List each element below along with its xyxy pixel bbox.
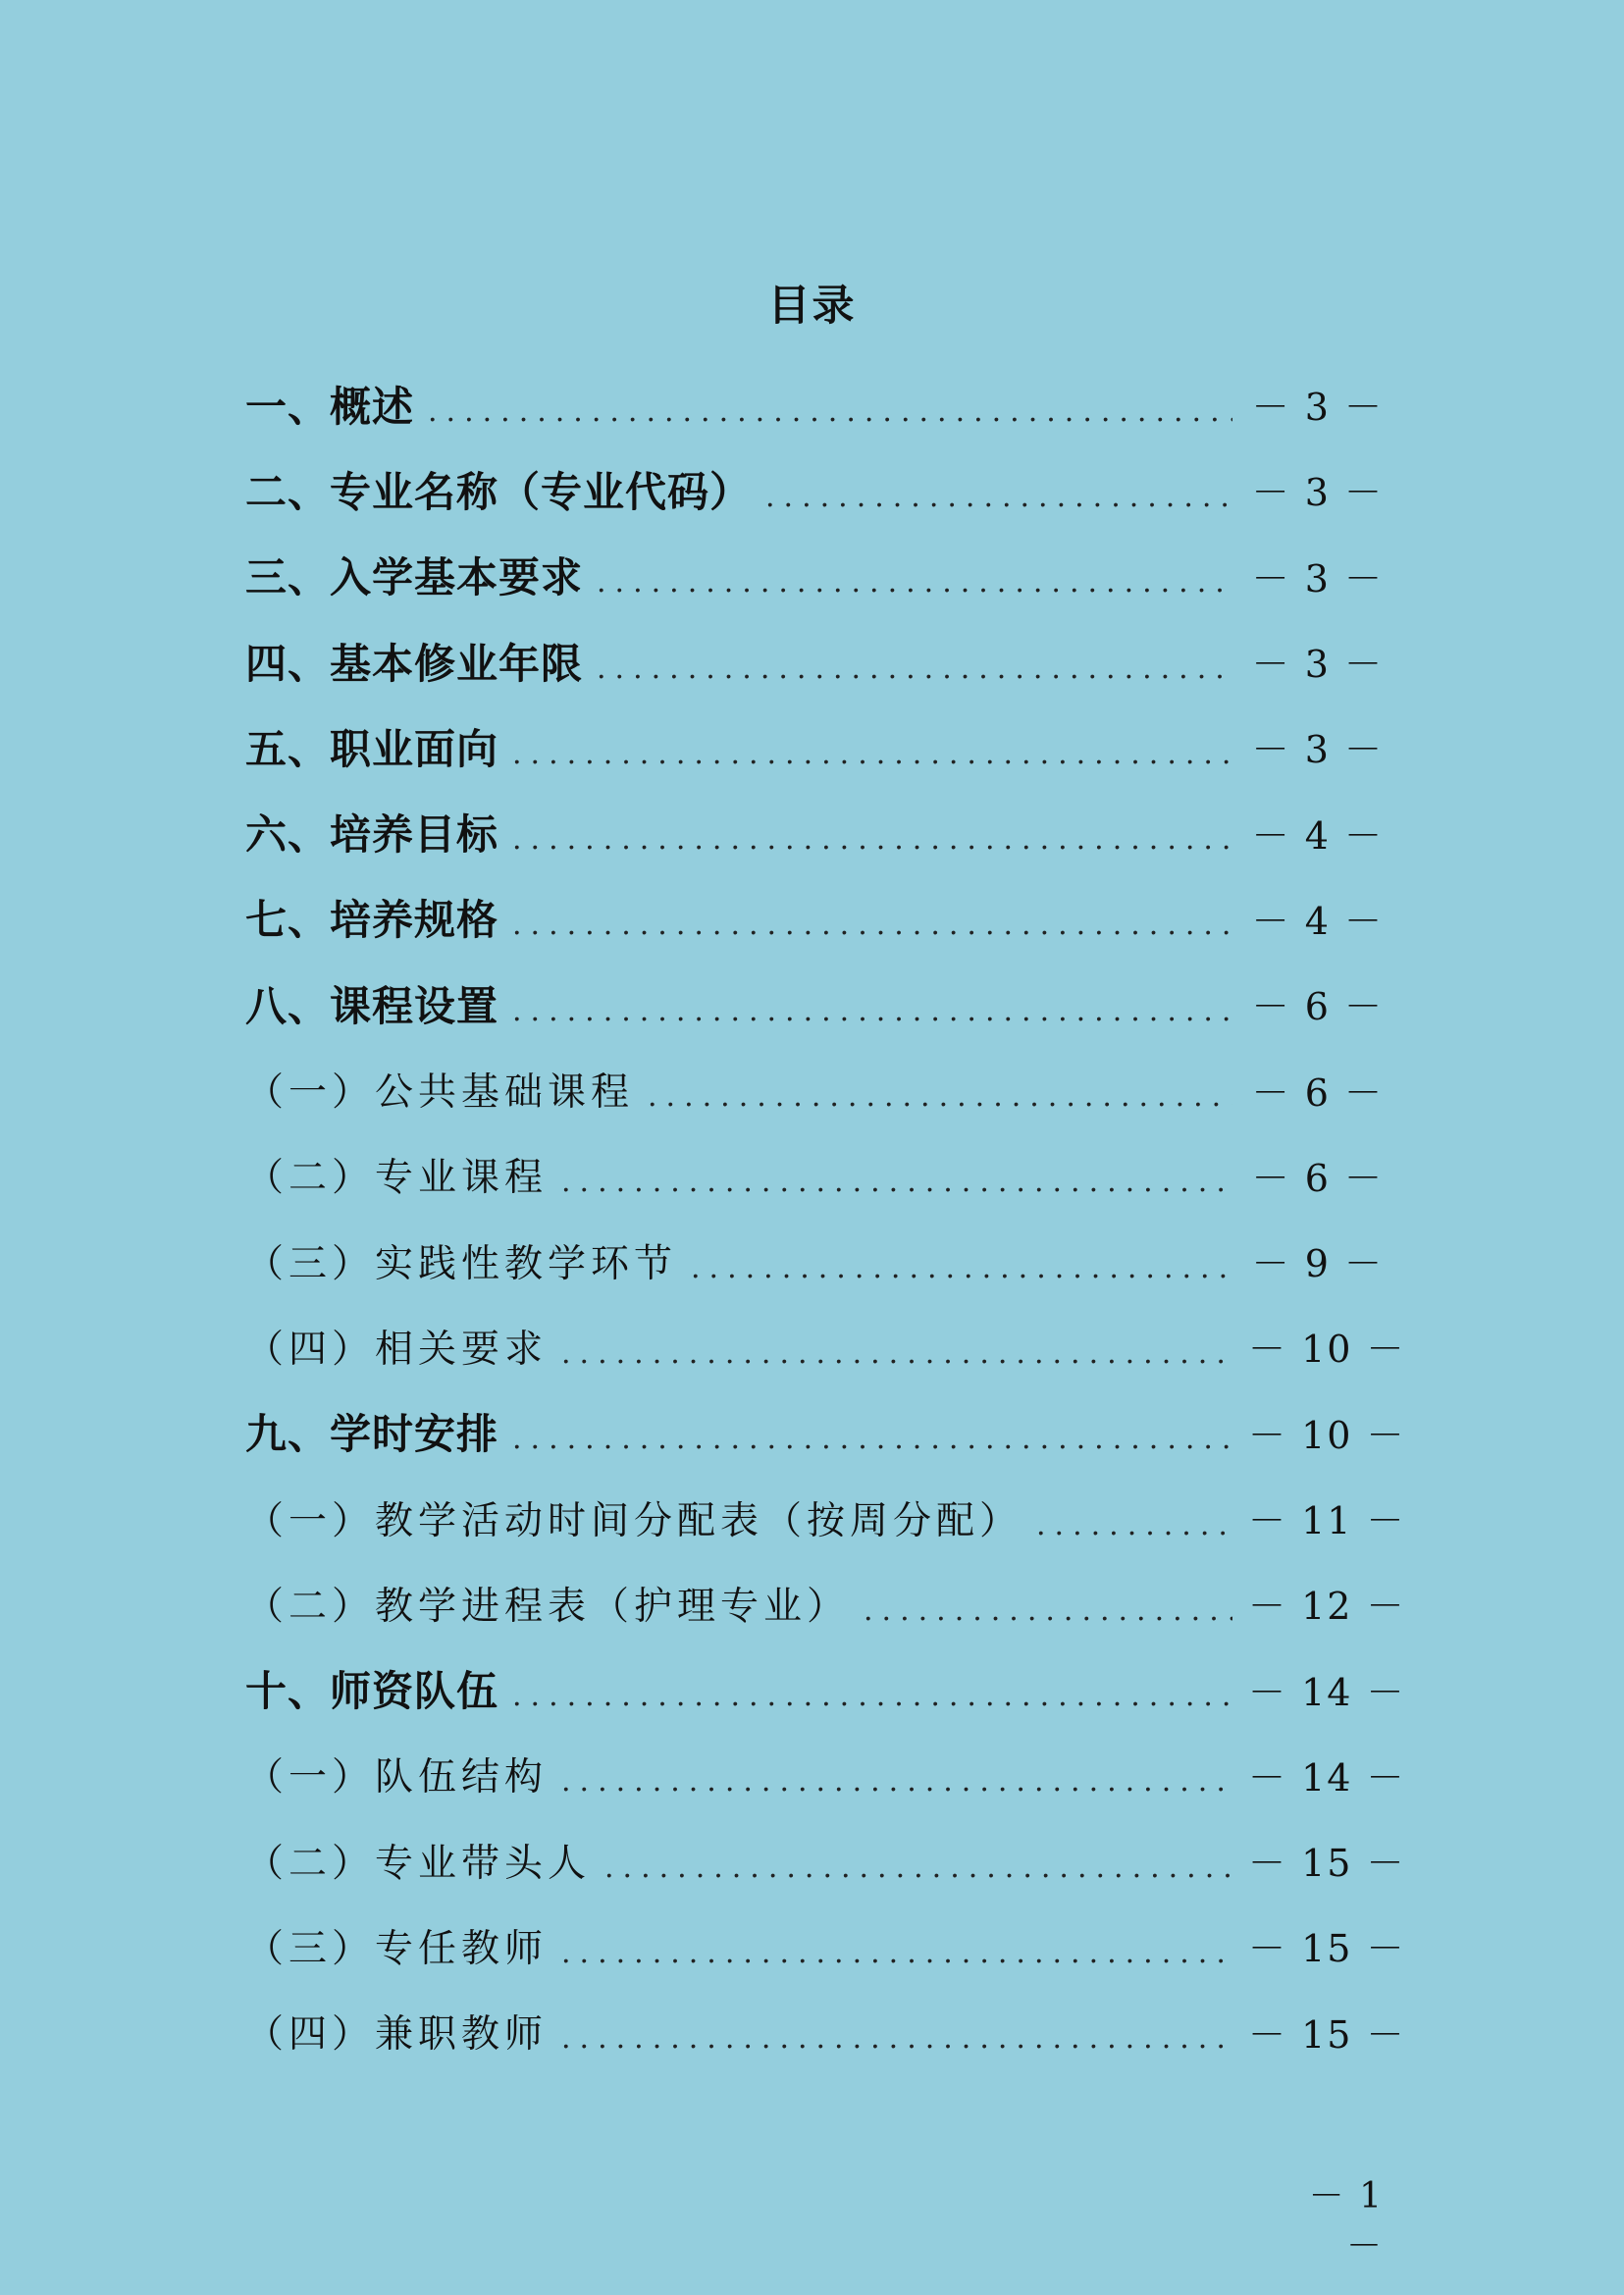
- toc-entry-page: － 4 －: [1251, 899, 1384, 943]
- toc-dot-leader: [765, 478, 1232, 517]
- toc-entry-label: 十、师资队伍: [245, 1667, 499, 1716]
- toc-entry-label: 三、入学基本要求: [245, 553, 584, 602]
- toc-entry-label: 四、基本修业年限: [245, 639, 584, 688]
- toc-subentry-page: － 15 －: [1248, 1842, 1406, 1886]
- toc-entry[interactable]: [245, 1389, 1406, 1475]
- toc-entry[interactable]: [245, 704, 1384, 789]
- toc-subentry-page: － 15 －: [1248, 1927, 1406, 1971]
- toc-subentry-page: － 6 －: [1251, 1070, 1384, 1115]
- toc-dot-leader: [512, 820, 1232, 860]
- toc-dot-leader: [604, 1849, 1232, 1888]
- toc-subentry-page: － 10 －: [1248, 1328, 1406, 1372]
- toc-dot-leader: [512, 1420, 1232, 1459]
- toc-dot-leader: [864, 1591, 1232, 1631]
- page-number: － 1 －: [1308, 2176, 1384, 2267]
- toc-entry[interactable]: [245, 446, 1384, 532]
- toc-dot-leader: [512, 735, 1232, 774]
- toc-dot-leader: [428, 392, 1232, 432]
- toc-entry[interactable]: [245, 1645, 1406, 1731]
- toc-subentry-page: － 11 －: [1248, 1499, 1406, 1542]
- toc-entry-page: － 3 －: [1251, 643, 1384, 687]
- toc-subentry[interactable]: [245, 1475, 1406, 1560]
- toc-subentry-label: （一）公共基础课程: [245, 1070, 635, 1116]
- toc-entry-label: 七、培养规格: [245, 896, 499, 945]
- toc-entry-page: － 4 －: [1251, 813, 1384, 858]
- toc-entry-label: 五、职业面向: [245, 724, 499, 773]
- toc-entry[interactable]: [245, 533, 1384, 618]
- toc-subentry[interactable]: [245, 1218, 1384, 1303]
- toc-entry-page: － 6 －: [1251, 985, 1384, 1029]
- toc-subentry-label: （二）专业课程: [245, 1156, 549, 1201]
- toc-entry-label: 一、概述: [245, 382, 415, 431]
- toc-dot-leader: [561, 1762, 1232, 1801]
- toc-entry-label: 六、培养目标: [245, 810, 499, 860]
- toc-subentry-page: － 12 －: [1248, 1585, 1406, 1629]
- toc-entry[interactable]: [245, 789, 1384, 874]
- toc-entry-label: 八、课程设置: [245, 981, 499, 1030]
- toc-entry[interactable]: [245, 875, 1384, 961]
- toc-entry-page: － 14 －: [1248, 1670, 1406, 1714]
- toc-entry[interactable]: [245, 618, 1384, 704]
- toc-subentry[interactable]: [245, 1303, 1406, 1388]
- toc-subentry[interactable]: [245, 1132, 1384, 1218]
- toc-subentry-page: － 15 －: [1248, 2012, 1406, 2057]
- toc-subentry-label: （二）专业带头人: [245, 1841, 592, 1886]
- toc-dot-leader: [597, 650, 1232, 689]
- toc-entry-page: － 3 －: [1251, 728, 1384, 772]
- toc-dot-leader: [512, 906, 1232, 945]
- toc-dot-leader: [561, 1334, 1232, 1374]
- toc-subentry-label: （二）教学进程表（护理专业）: [245, 1584, 851, 1629]
- toc-subentry[interactable]: [245, 1817, 1406, 1903]
- toc-entry-page: － 10 －: [1248, 1413, 1406, 1457]
- toc-dot-leader: [512, 1677, 1232, 1716]
- toc-entry-page: － 3 －: [1251, 556, 1384, 600]
- toc-dot-leader: [561, 1934, 1232, 1973]
- toc-subentry[interactable]: [245, 1560, 1406, 1645]
- toc-entry-page: － 3 －: [1251, 471, 1384, 515]
- toc-entry[interactable]: [245, 361, 1384, 446]
- toc-subentry[interactable]: [245, 1903, 1406, 1988]
- toc-dot-leader: [561, 1163, 1232, 1202]
- toc-subentry-page: － 9 －: [1251, 1242, 1384, 1286]
- toc-entry-page: － 3 －: [1251, 386, 1384, 430]
- toc-subentry-page: － 14 －: [1248, 1755, 1406, 1799]
- toc-dot-leader: [597, 563, 1232, 602]
- toc-subentry[interactable]: [245, 1046, 1384, 1131]
- toc-dot-leader: [648, 1077, 1232, 1117]
- toc-dot-leader: [561, 2019, 1232, 2059]
- page-title: 目录: [767, 282, 857, 331]
- table-of-contents: [245, 361, 1406, 2074]
- toc-subentry[interactable]: [245, 1989, 1406, 2074]
- toc-dot-leader: [1036, 1506, 1232, 1545]
- toc-subentry-label: （三）专任教师: [245, 1926, 549, 1971]
- toc-subentry-page: － 6 －: [1251, 1156, 1384, 1200]
- toc-subentry-label: （四）兼职教师: [245, 2012, 549, 2058]
- toc-entry[interactable]: [245, 961, 1384, 1046]
- toc-subentry-label: （四）相关要求: [245, 1327, 549, 1372]
- toc-entry-label: 二、专业名称（专业代码）: [245, 467, 753, 516]
- toc-subentry[interactable]: [245, 1732, 1406, 1817]
- toc-subentry-label: （一）教学活动时间分配表（按周分配）: [245, 1498, 1023, 1543]
- toc-dot-leader: [691, 1249, 1232, 1288]
- toc-entry-label: 九、学时安排: [245, 1410, 499, 1459]
- toc-dot-leader: [512, 992, 1232, 1031]
- toc-subentry-label: （三）实践性教学环节: [245, 1241, 678, 1286]
- toc-subentry-label: （一）队伍结构: [245, 1755, 549, 1800]
